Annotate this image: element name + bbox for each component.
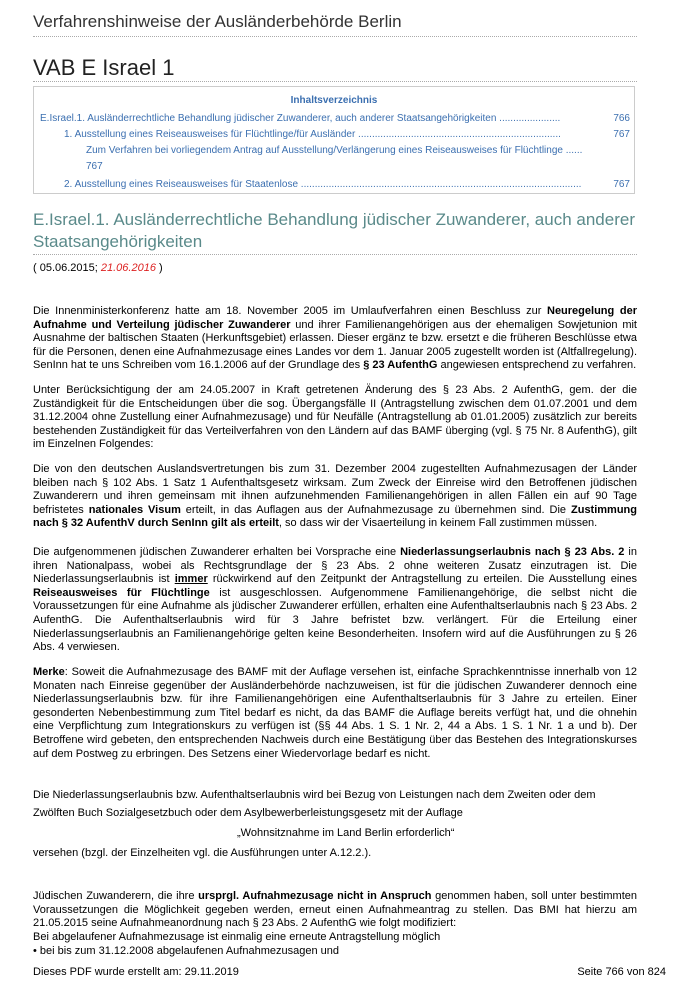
text-bold: Neuregelung der Aufnahme und Verteilung jüdischer Zuwanderer — [33, 305, 637, 331]
text: Die Innenministerkonferenz hatte am 18. November 2005 im Umlaufverfahren einen Beschluss zur — [33, 305, 547, 317]
paragraph-7-line-3: • bei bis zum 31.12.2008 abgelaufenen Aufnahmezusagen und — [33, 945, 339, 957]
paragraph-6-line-3: versehen (bzgl. der Einzelheiten vgl. die Ausführungen unter A.12.2.). — [33, 847, 372, 859]
table-of-contents — [33, 86, 635, 194]
text-bold: Merke — [33, 666, 65, 678]
section-dates — [33, 262, 163, 274]
header-title: Verfahrenshinweise der Ausländerbehörde Berlin — [33, 12, 402, 31]
paragraph-7 — [33, 890, 637, 931]
text: Jüdischen Zuwanderern, die ihre — [33, 890, 199, 902]
doc-title: VAB E Israel 1 — [33, 55, 175, 80]
paragraph-5 — [33, 666, 637, 761]
text: ist ausgeschlossen. Aufgenommene Familienangehörige, die selbst nicht die Voraussetzungen für eine Aufnahme als jüdischer Zuwanderer erfüllen, erhalten eine Aufenthaltserlaubnis nach § 23 Abs. 2 AufenthG. Die Aufenthaltserlaubnis wird für 3 Jahre befristet bzw. verlängert. Für die Erteilung einer Niederlassungserlaubnis an Familienangehörige gelten keine Besonderheiten. Insofern wird auf die Ausführungen zu § 26 Abs. 4 verwiesen. — [33, 586, 637, 654]
text-bold-underline: immer — [174, 573, 208, 586]
text: erteilt, in das Auflagen aus der Aufnahmezusage zu übernehmen sind. Die — [180, 503, 571, 516]
text: Unter Berücksichtigung der am 24.05.2007 in Kraft getretenen Änderung des § 23 Abs. 2 AufenthG, gem. der die Zuständigkeit für die Entscheidungen über die sog. Übergangsfälle II (Antragstellung zwischen dem 01.07.2001 und dem 31.12.2004 ohne Zustellung einer Aufnahmezusage) und für Neufälle (Antragstellung ab 01.01.2005) zusätzlich zur bereits bestehenden Zuständigkeit für das Verteilverfahren von den Ländern auf das BAMF überging (vgl. § 75 Nr. 8 AufenthG), gilt im Einzelnen Folgendes: — [33, 384, 637, 451]
paragraph-7-line-2: Bei abgelaufener Aufnahmezusage ist einmalig eine erneute Antragstellung möglich — [33, 931, 441, 943]
paragraph-3 — [33, 463, 637, 531]
footer-created: Dieses PDF wurde erstellt am: 29.11.2019 — [33, 966, 239, 978]
toc-heading: Inhaltsverzeichnis — [290, 95, 378, 106]
section-title: E.Israel.1. Ausländerrechtliche Behandlung jüdischer Zuwanderer, auch anderer Staatsangehörigkeiten — [33, 210, 635, 251]
toc-entry-label[interactable]: 2. Ausstellung eines Reiseausweises für Staatenlose ..................................................................................................... — [64, 179, 582, 190]
header-divider — [33, 36, 637, 37]
text: genommen haben, soll unter bestimmten Voraussetzungen die Möglichkeit gegeben werden, erneut einen Aufnahmeantrag zu stellen. Das BMI hat hierzu am 21.05.2015 seine Aufnahmeanordnung nach § 23 Abs. 2 AufenthG wie folgt modifiziert: — [33, 890, 637, 930]
toc-entry-label[interactable]: 1. Ausstellung eines Reiseausweises für Flüchtlinge/für Ausländer ......................................................................... — [64, 129, 561, 140]
text: , so dass wir der Visaerteilung in keinem Fall zustimmen müssen. — [278, 517, 598, 530]
footer-page-number: Seite 766 von 824 — [577, 966, 666, 978]
paragraph-1 — [33, 305, 637, 373]
toc-entry-page[interactable]: 767 — [613, 179, 630, 190]
text: Die von den deutschen Auslandsvertretungen bis zum 31. Dezember 2004 zugestellten Aufnahmezusagen der Länder bleiben nach § 102 Abs. 1 Satz 1 Aufenthaltsgesetz wirksam. Zum Zweck der Einreise wird den Betroffenen jüdischen Zuwanderern und ihren gemeinsam mit ihnen aufzunehmenden Familienangehörigen in allen Fällen ein auf 90 Tage befristetes — [33, 463, 637, 516]
toc-entry[interactable] — [64, 129, 561, 140]
paragraph-2 — [33, 384, 637, 452]
toc-entry-page[interactable]: 767 — [613, 129, 630, 140]
date-open: ( 05.06.2015; — [33, 262, 101, 274]
toc-entry[interactable] — [86, 145, 582, 156]
text: in ihren Nationalpass, wobei als Rechtsgrundlage der § 23 Abs. 2 ohne weiteren Zusatz einzutragen ist. Die Niederlassungserlaubnis ist — [33, 546, 637, 586]
paragraph-4 — [33, 546, 637, 655]
paragraph-6-quote: „Wohnsitznahme im Land Berlin erforderlich“ — [237, 827, 455, 839]
text-bold: Zustimmung nach § 32 AufenthV durch SenInn gilt als erteilt — [33, 503, 637, 530]
section-divider — [33, 254, 637, 255]
text: rückwirkend auf den Zeitpunkt der Antragstellung zu erteilen. Die Ausstellung eines — [207, 573, 638, 586]
paragraph-6-line-1: Die Niederlassungserlaubnis bzw. Aufenthaltserlaubnis wird bei Bezug von Leistungen nach dem Zweiten oder dem — [33, 789, 596, 801]
toc-entry[interactable] — [40, 113, 560, 124]
text: angewiesen entsprechend zu verfahren. — [437, 359, 637, 372]
text-bold: nationales Visum — [88, 503, 181, 516]
text-bold: Niederlassungserlaubnis nach § 23 Abs. 2 — [400, 546, 625, 558]
date-close: ) — [155, 262, 163, 274]
text-bold: Reiseausweises für Flüchtlinge — [33, 586, 210, 599]
date-updated: 21.06.2016 — [100, 262, 156, 274]
toc-entry-page[interactable]: 766 — [613, 113, 630, 124]
toc-entry[interactable] — [64, 179, 581, 190]
toc-entry-label[interactable]: Zum Verfahren bei vorliegendem Antrag auf Ausstellung/Verlängerung eines Reiseausweises für Flüchtlinge ...... — [86, 145, 583, 156]
text: : Soweit die Aufnahmezusage des BAMF mit der Auflage versehen ist, einfache Sprachkenntnisse innerhalb von 12 Monaten nach Einreise gegenüber der Ausländerbehörde nachzuweisen, ist für die jüdischen Zuwanderer dennoch eine Niederlassungserlaubnis bzw. für ihre Familienangehörigen eine Aufenthaltserlaubnis für 3 Jahre zu erteilen. Einer gesonderten Nebenbestimmung zum Titel bedarf es nicht, da das BAMF die Auflage bereits verfügt hat, und die ohnehin eine Verpflichtung zum Integrationskurs zu verfügen ist (§§ 44 Abs. 1 S. 1 Nr. 2, 44 a Abs. 1 S. 1 Nr. 1 a und b). Der Betroffene wird gebeten, den entsprechenden Nachweis durch eine Bestätigung über das Bestehen des Integrationskurses auf dem Postweg zu erbringen. Des Setzens einer Wiedervorlage bedarf es nicht. — [33, 666, 637, 760]
toc-entry-page[interactable]: 767 — [86, 161, 103, 172]
text-bold: § 23 AufenthG — [363, 359, 438, 372]
toc-entry-label[interactable]: E.Israel.1. Ausländerrechtliche Behandlung jüdischer Zuwanderer, auch anderer Staatsangehörigkeiten ...................... — [40, 113, 561, 124]
text: Die aufgenommenen jüdischen Zuwanderer erhalten bei Vorsprache eine — [33, 546, 401, 558]
text-bold: ursprgl. Aufnahmezusage nicht in Anspruch — [198, 890, 432, 902]
paragraph-6-line-2: Zwölften Buch Sozialgesetzbuch oder dem Asylbewerberleistungsgesetz mit der Auflage — [33, 807, 463, 819]
text: und ihrer Familienangehörigen aus der ehemaligen Sowjetunion mit Ausnahme der baltischen Staaten (Herkunftsgebiet) erlassen. Dieser ergänz te bzw. ersetzt e die früheren Beschlüsse etwa für die Personen, denen eine Aufnahmezusage eines Landes vor dem 1. Januar 2005 zugestellt worden ist (Altfallregelung). SenInn hat te uns Schreiben vom 16.1.2006 auf der Grundlage des — [33, 318, 637, 372]
title-divider — [33, 81, 637, 82]
